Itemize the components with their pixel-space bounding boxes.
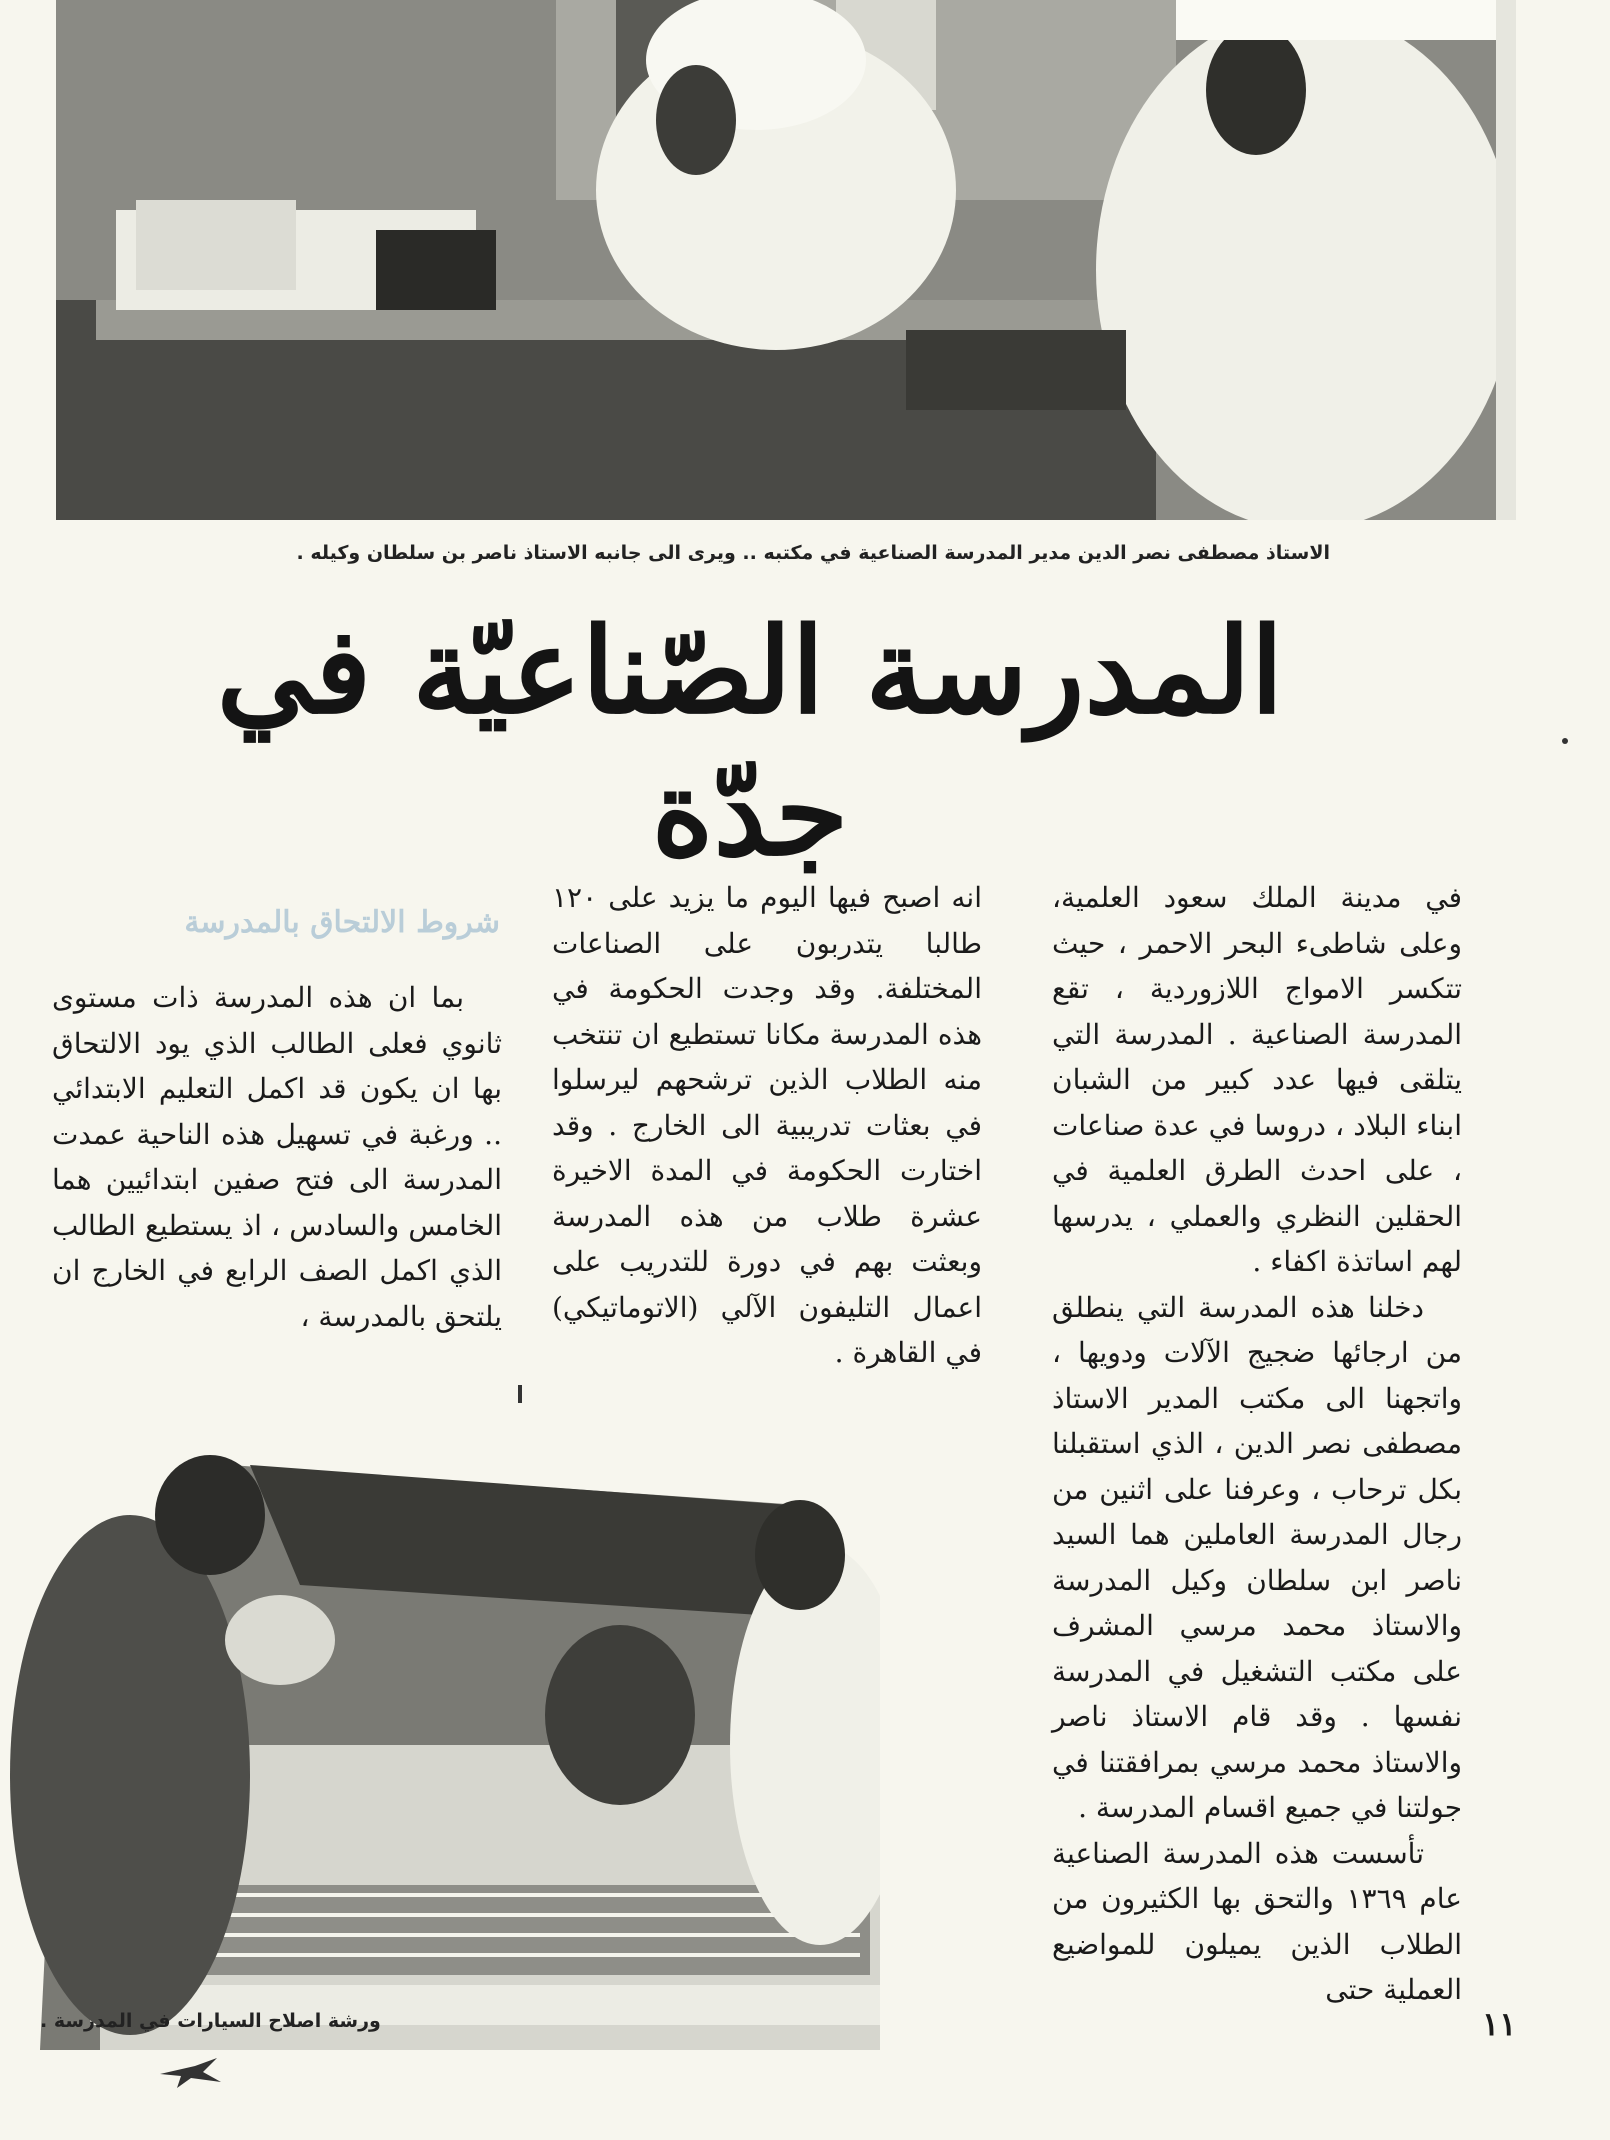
bottom-photo-caption: ورشة اصلاح السيارات في المدرسة . [40, 2010, 381, 2032]
decorative-dot [1562, 738, 1568, 744]
paragraph: في مدينة الملك سعود العلمية، وعلى شاطىء البحر الاحمر ، حيث تتكسر الامواج اللازوردية ، تقع المدرسة الصناعية . المدرسة التي يتلقى فيها عدد كبير من الشبان ابناء البلاد ، دروسا في عدة صناعات ، على احدث الطرق العلمية في الحقلين النظري والعملي ، يدرسها لهم اساتذة اكفاء . [1052, 881, 1462, 1278]
top-photo-caption: الاستاذ مصطفى نصر الدين مدير المدرسة الصناعية في مكتبه .. ويرى الى جانبه الاستاذ ناصر بن سلطان وكيله . [296, 542, 1330, 564]
article-column-right [1052, 875, 1462, 2013]
paragraph: بما ان هذه المدرسة ذات مستوى ثانوي فعلى الطالب الذي يود الالتحاق بها ان يكون قد اكمل التعليم الابتدائي .. ورغبة في تسهيل هذه الناحية عمدت المدرسة الى فتح صفين ابتدائيين هما الخامس والسادس ، اذ يستطيع الطالب الذي اكمل الصف الرابع في الخارج ان يلتحق بالمدرسة ، [52, 981, 502, 1333]
paragraph: دخلنا هذه المدرسة التي ينطلق من ارجائها ضجيج الآلات ودويها ، واتجهنا الى مكتب المدير الاستاذ مصطفى نصر الدين ، الذي استقبلنا بكل ترحاب ، وعرفنا على اثنين من رجال المدرسة العاملين هما السيد ناصر ابن سلطان وكيل المدرسة والاستاذ محمد مرسي المشرف على مكتب التشغيل في المدرسة نفسها . وقد قام الاستاذ ناصر والاستاذ محمد مرسي بمرافقتنا في جولتنا في جميع اقسام المدرسة . [1052, 1290, 1462, 1824]
workshop-photo [0, 1445, 880, 2050]
page-number: ١١ [1482, 2005, 1517, 2043]
publisher-logo-icon [155, 2052, 225, 2092]
article-column-middle [552, 875, 982, 1376]
paragraph: تأسست هذه المدرسة الصناعية عام ١٣٦٩ والتحق بها الكثيرون من الطلاب الذين يميلون للمواضيع العملية حتى [1052, 1836, 1462, 2006]
article-title: المدرسة الصّناعيّة في جدّة [216, 601, 1284, 882]
paragraph: انه اصبح فيها اليوم ما يزيد على ١٢٠ طالبا يتدربون على الصناعات المختلفة. وقد وجدت الحكومة في هذه المدرسة مكانا تستطيع ان تنتخب منه الطلاب الذين ترشحهم ليرسلوا في بعثات تدريبية الى الخارج . وقد اختارت الحكومة في المدة الاخيرة عشرة طلاب من هذه المدرسة وبعثت بهم في دورة للتدريب على اعمال التليفون الآلي (الاتوماتيكي) في القاهرة . [552, 881, 982, 1369]
print-mark [518, 1385, 522, 1403]
section-heading: شروط الالتحاق بالمدرسة [184, 905, 500, 940]
article-column-left [52, 975, 502, 1339]
office-photo [56, 0, 1516, 520]
